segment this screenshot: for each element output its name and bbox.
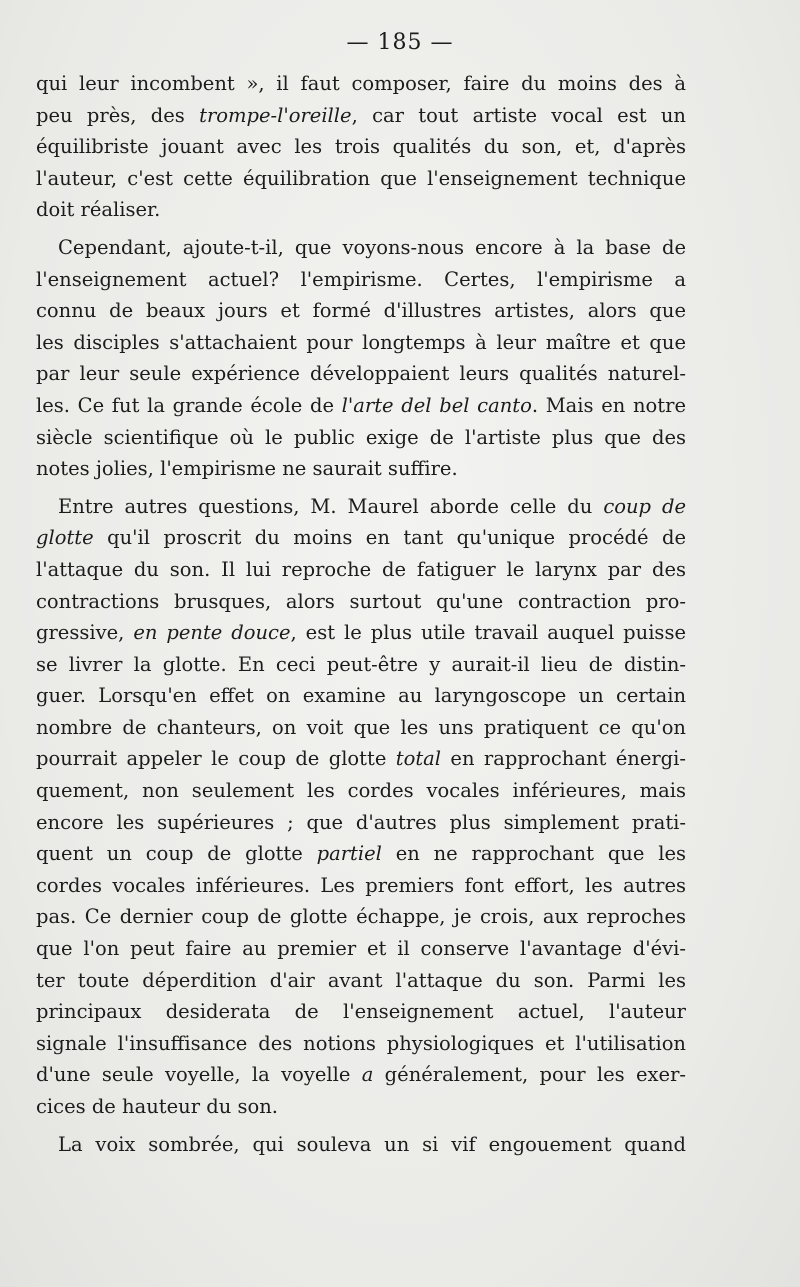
text-line [36, 390, 686, 422]
text-segment: qui leur incombent », il faut composer, faire du moins des à [36, 72, 686, 95]
text-segment: principaux desiderata de l'enseignement actuel, l'auteur [36, 1000, 686, 1024]
text-line [36, 68, 686, 100]
text-segment: encore les supérieures ; que d'autres plus simplement prati- [36, 810, 686, 834]
italic-text: l'arte del bel canto [341, 393, 532, 417]
text-segment: l'auteur, c'est cette équilibration que l'enseignement technique [36, 166, 686, 190]
text-segment: les. Ce fut la grande école de [36, 393, 342, 417]
text-segment: l'enseignement actuel? l'empirisme. Certes, l'empirisme a [36, 267, 686, 291]
text-segment: cices de hauteur du son. [36, 1095, 278, 1118]
text-segment: doit réaliser. [36, 198, 161, 222]
text-line [36, 264, 686, 296]
text-segment: signale l'insuffisance des notions physiologiques et l'utilisation [36, 1031, 686, 1055]
italic-text: a [361, 1063, 374, 1087]
text-segment: se livrer la glotte. En ceci peut-être y aurait-il lieu de distin- [36, 652, 686, 676]
italic-text: en pente douce [133, 621, 291, 645]
text-segment: les disciples s'attachaient pour longtemps à leur maître et que [36, 330, 686, 354]
text-line [36, 965, 686, 997]
text-line [36, 775, 686, 807]
text-segment: gressive, [36, 621, 134, 645]
body-text [36, 68, 686, 1160]
text-line [36, 617, 686, 649]
text-segment: Entre autres questions, M. Maurel aborde celle du [58, 494, 604, 518]
text-line [36, 491, 686, 523]
text-line [36, 807, 686, 839]
text-line [36, 649, 686, 681]
text-segment: que l'on peut faire au premier et il conserve l'avantage d'évi- [36, 937, 686, 961]
text-line [36, 131, 686, 163]
text-line [36, 163, 686, 195]
italic-text: partiel [316, 842, 382, 866]
text-line [36, 554, 686, 586]
page-number: — 185 — [346, 30, 454, 55]
text-segment: d'une seule voyelle, la voyelle [36, 1063, 362, 1087]
text-segment: cordes vocales inférieures. Les premiers font effort, les autres [36, 873, 686, 897]
text-segment: pourrait appeler le coup de glotte [36, 747, 396, 771]
text-segment: quement, non seulement les cordes vocales inférieures, mais [36, 779, 686, 803]
text-segment: pas. Ce dernier coup de glotte échappe, je crois, aux reproches [36, 905, 686, 929]
text-line [36, 680, 686, 712]
text-line [36, 522, 686, 554]
text-line [36, 838, 686, 870]
text-segment: contractions brusques, alors surtout qu'une contraction pro- [36, 589, 686, 613]
italic-text: trompe-l'oreille [199, 103, 352, 127]
text-segment: , est le plus utile travail auquel puisse [290, 621, 686, 645]
text-line [36, 586, 686, 618]
text-line [36, 933, 686, 965]
text-line [36, 232, 686, 264]
text-line [36, 1091, 686, 1123]
text-line [36, 327, 686, 359]
text-line [36, 712, 686, 744]
text-line [36, 901, 686, 933]
text-segment: généralement, pour les exer- [373, 1063, 686, 1087]
text-segment: en ne rapprochant que les [381, 842, 687, 866]
text-segment: La voix sombrée, qui souleva un si vif engouement quand [58, 1132, 686, 1156]
text-line [36, 743, 686, 775]
text-segment: guer. Lorsqu'en effet on examine au laryngoscope un certain [36, 684, 686, 708]
text-segment: par leur seule expérience développaient leurs qualités naturel- [36, 362, 686, 386]
italic-text: glotte [36, 526, 94, 550]
text-line [36, 295, 686, 327]
text-segment: équilibriste jouant avec les trois qualités du son, et, d'après [36, 135, 686, 159]
text-segment: connu de beaux jours et formé d'illustres artistes, alors que [36, 299, 686, 323]
text-segment: nombre de chanteurs, on voit que les uns pratiquent ce qu'on [36, 715, 686, 739]
text-line [36, 996, 686, 1028]
text-segment: quent un coup de glotte [36, 842, 317, 866]
text-segment: qu'il proscrit du moins en tant qu'unique procédé de [93, 526, 686, 550]
italic-text: total [395, 747, 442, 771]
text-segment: siècle scientifique où le public exige de l'artiste plus que des [36, 425, 686, 449]
text-segment: . Mais en notre [531, 393, 686, 417]
text-line [36, 194, 686, 226]
text-line [36, 1028, 686, 1060]
text-line [36, 1059, 686, 1091]
text-segment: Cependant, ajoute-t-il, que voyons-nous encore à la base de [58, 235, 686, 259]
text-line [36, 358, 686, 390]
text-line [36, 422, 686, 454]
text-line [36, 453, 686, 485]
italic-text: coup de [603, 494, 686, 518]
text-segment: peu près, des [36, 103, 200, 127]
text-segment: ter toute déperdition d'air avant l'attaque du son. Parmi les [36, 968, 686, 992]
text-segment: , car tout artiste vocal est un [351, 103, 686, 127]
text-segment: l'attaque du son. Il lui reproche de fatiguer le larynx par des [36, 557, 686, 581]
text-line [36, 870, 686, 902]
text-segment: en rapprochant énergi- [441, 747, 686, 771]
text-line [36, 100, 686, 132]
text-segment: notes jolies, l'empirisme ne saurait suffire. [36, 457, 458, 481]
text-line [36, 1129, 686, 1161]
